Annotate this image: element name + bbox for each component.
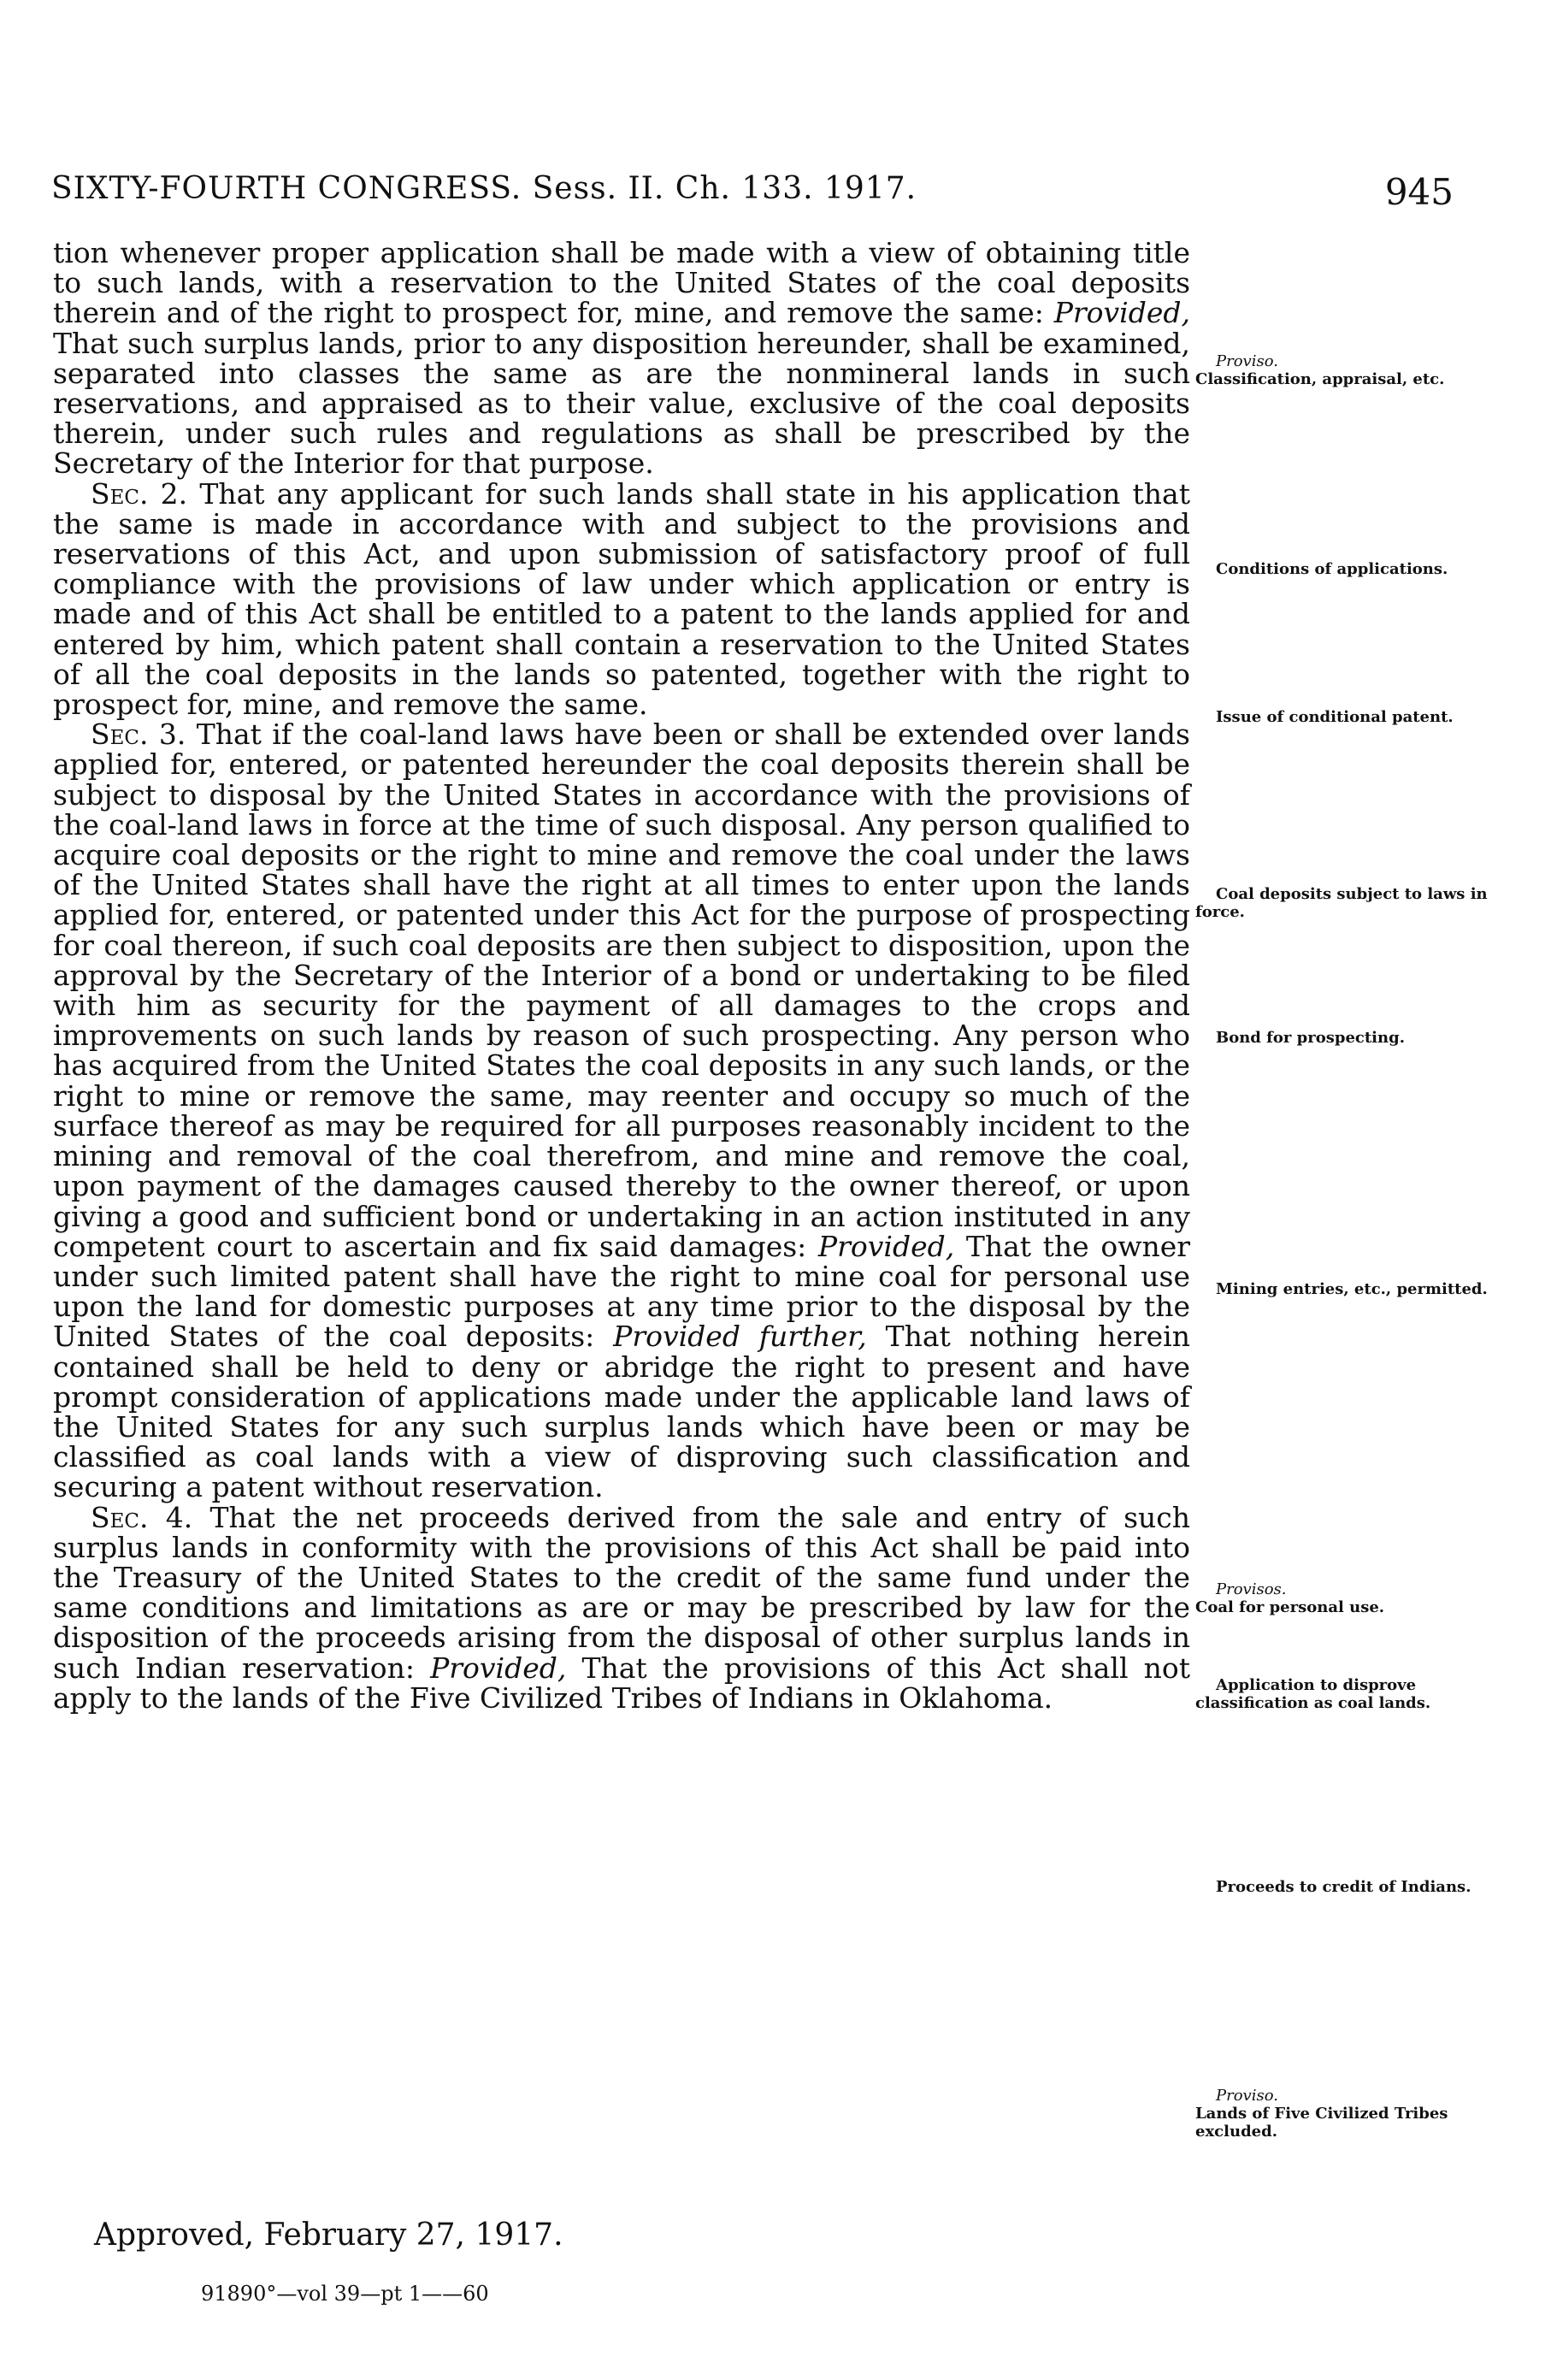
margin-note-classification: Classification, appraisal, etc. (1195, 370, 1445, 388)
margin-note-bond: Bond for prospecting. (1216, 1029, 1405, 1047)
margin-note-application-disprove: Application to disprove classification as coal lands. (1195, 1676, 1431, 1712)
page-number: 945 (1384, 171, 1454, 213)
para1-text-b: That such surplus lands, prior to any disposition hereunder, shall be examined, separated into classes the same as are the nonmineral lands in such reservations, and appraised as to their value, exclusive of the coal deposits therein, under such rules and regulations as shall be prescribed by the Secretary of the Interior for that purpose. (53, 326, 1190, 481)
margin-note-mining-entries: Mining entries, etc., permitted. (1216, 1280, 1488, 1298)
provided-italic: Provided, (430, 1651, 567, 1685)
margin-note-issue-patent: Issue of conditional patent. (1216, 708, 1454, 726)
section-4 (53, 1500, 1191, 1715)
provided-further-italic: Provided further, (613, 1320, 867, 1354)
approval-line: Approved, February 27, 1917. (94, 2218, 563, 2253)
body-text (53, 238, 1190, 1713)
margin-note-provisos (1195, 1580, 1505, 1616)
section-2-label: Sec. 2. (91, 476, 188, 511)
section-3-label: Sec. 3. (91, 718, 186, 752)
section-2 (53, 476, 1190, 722)
margin-note-five-tribes: Lands of Five Civilized Tribes excluded. (1195, 2105, 1448, 2141)
paragraph-continuation (53, 238, 1190, 479)
section-3-text-a: That if the coal-land laws have been or shall be extended over lands applied for, entered, or patented hereunder the coal deposits therein shall be subject to disposal by the United States in accordance with the provisions of the coal-land laws in force at the time of such disposal. Any person qualified to acquire coal deposits or the right to mine and remove the coal under the laws of the United States shall have the right at all times to enter upon the lands applied for, entered, or patented under this Act for the purpose of prospecting for coal thereon, if such coal deposits are then subject to disposition, upon the approval by the Secretary of the Interior of a bond or undertaking to be filed with him as security for the payment of all damages to the crops and improvements on such lands by reason of such prospecting. Any person who has acquired from the United States the coal deposits in any such lands, or the right to mine or remove the same, may reenter and occupy so much of the surface thereof as may be required for all purposes reasonably incident to the mining and removal of the coal therefrom, and mine and remove the coal, upon payment of the damages caused thereby to the owner thereof, or upon giving a good and sufficient bond or undertaking in an action instituted in any competent court to ascertain and fix said damages: (53, 718, 1190, 1263)
section-4-text-a: That the net proceeds derived from the sale and entry of such surplus lands in conformity with the provisions of this Act shall be paid into the Treasury of the United States to the credit of the same fund under the same conditions and limitations as are or may be prescribed by law for the disposition of the proceeds arising from the disposal of other surplus lands in such Indian reservation: (53, 1500, 1191, 1685)
section-3-text-b: That the owner under such limited patent shall have the right to mine coal for personal use upon the land for domestic purposes at any time prior to the disposal by the United States of the coal deposits: (53, 1229, 1190, 1354)
page-header (51, 171, 1454, 231)
margin-note-proceeds: Proceeds to credit of Indians. (1216, 1878, 1471, 1896)
margin-note-proviso-2-label: Proviso. (1216, 2087, 1278, 2105)
running-head: SIXTY-FOURTH CONGRESS. Sess. II. Ch. 133. 1917. (51, 171, 917, 206)
margin-note-proviso (1195, 352, 1505, 388)
section-4-label: Sec. 4. (91, 1500, 193, 1534)
section-2-text: That any applicant for such lands shall state in his application that the same is made in accordance with and subject to the provisions and reservations of this Act, and upon submission of satisfactory proof of full compliance with the provisions of law under which application or entry is made and of this Act shall be entitled to a patent to the lands applied for and entered by him, which patent shall contain a reservation to the United States of all the coal deposits in the lands so patented, together with the right to prospect for, mine, and remove the same. (53, 476, 1190, 722)
margin-note-coal-personal: Coal for personal use. (1195, 1598, 1385, 1616)
section-3-text-c: That nothing herein contained shall be held to deny or abridge the right to present and have prompt consideration of applications made under the applicable land laws of the United States for any such surplus lands which have been or may be classified as coal lands with a view of disproving such classification and securing a patent without reservation. (53, 1320, 1190, 1504)
margin-note-proviso-label: Proviso. (1216, 352, 1278, 370)
section-3 (53, 719, 1190, 1502)
margin-note-coal-deposits: Coal deposits subject to laws in force. (1195, 885, 1488, 921)
section-4-text-b: That the provisions of this Act shall not apply to the lands of the Five Civilized Tribes of Indians in Oklahoma. (53, 1651, 1190, 1715)
margin-note-provisos-label: Provisos. (1216, 1580, 1287, 1598)
provided-italic: Provided, (1053, 296, 1190, 330)
para1-text-a: tion whenever proper application shall be made with a view of obtaining title to such lands, with a reservation to the United States of the coal deposits therein and of the right to prospect for, mine, and remove the same: (53, 236, 1190, 330)
margin-note-conditions: Conditions of applications. (1216, 560, 1448, 578)
provided-italic: Provided, (817, 1229, 955, 1263)
margin-note-proviso-five-tribes (1195, 2087, 1505, 2141)
print-code: 91890°—vol 39—pt 1——60 (201, 2282, 489, 2306)
